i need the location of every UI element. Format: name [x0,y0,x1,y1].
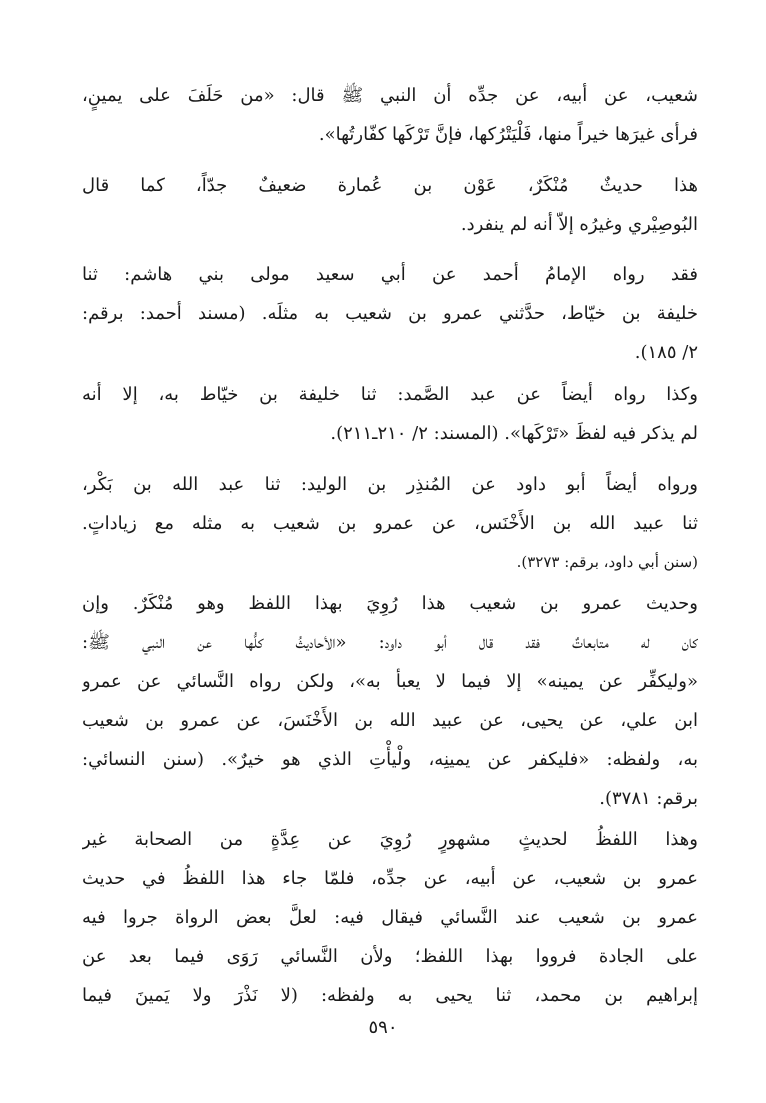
text-line: شعيب، عن أبيه، عن جدِّه أن النبي ﷺ قال: «من حَلَفَ على يمينٍ، [82,85,698,106]
text-line: برقم: ٣٧٨١). [599,788,698,809]
text-line: «وليكفِّر عن يمينه» إلا فيما لا يعبأ به»، ولكن رواه النَّسائي عن عمرو [82,671,698,692]
text-line: لم يذكر فيه لفظَ «تَرْكَها». (المسند: ٢/ ٢١٠ـ٢١١). [330,423,698,444]
text-line: كان له متابعاتٌ فقد قال أبو داود: «الأحاديثُ كلُّها عن النبي ﷺ: [82,632,698,653]
text-line: عمرو بن شعيب عند النَّسائي فيقال فيه: لعلَّ بعض الرواة جروا فيه [82,907,698,928]
text-line: إبراهيم بن محمد، ثنا يحيى به ولفظه: (لا نَذْرَ ولا يَمينَ فيما [82,985,698,1006]
text-line: ابن علي، عن يحيى، عن عبيد الله بن الأَخْنَسَ، عن عمرو بن شعيب [82,710,698,731]
text-line: وهذا اللفظُ لحديثٍ مشهورٍ رُوِيَ عن عِدَّةٍ من الصحابة غير [82,829,698,850]
page-number: ٥٩٠ [368,1017,398,1038]
paragraph-famous-hadith-wording [82,820,698,1015]
text-line: هذا حديثٌ مُنْكَرٌ، عَوْن بن عُمارة ضعيفٌ جدّاً، كما قال [82,175,698,196]
text-line: ثنا عبيد الله بن الأَخْنَس، عن عمرو بن شعيب به مثله مع زياداتٍ. [82,513,698,534]
text-line: فقد رواه الإمامُ أحمد عن أبي سعيد مولى بني هاشم: ثنا [82,264,698,285]
paragraph-amr-ibn-shuayb-hadith [82,584,698,818]
text-line: ٢/ ١٨٥). [634,342,698,363]
paragraph-munkar-verdict [82,166,698,244]
text-line: خليفة بن خيّاط، حدَّثني عمرو بن شعيب به مثلَه. (مسند أحمد: برقم: [82,303,698,324]
paragraph-ahmad-narration [82,255,698,372]
text-line: وحديث عمرو بن شعيب هذا رُوِيَ بهذا اللفظ وهو مُنْكَرٌ. وإن [82,593,698,614]
text-line: ورواه أيضاً أبو داود عن المُنذِر بن الوليد: ثنا عبد الله بن بَكْر، [82,474,698,495]
text-line: فرأى غيرَها خيراً منها، فَلْيَتْرُكها، فإنَّ تَرْكَها كفّارتُها». [318,124,698,145]
text-line: وكذا رواه أيضاً عن عبد الصَّمد: ثنا خليفة بن خيّاط به، إلا أنه [82,384,698,405]
paragraph-abu-dawud-narration [82,465,698,582]
text-line: على الجادة فرووا بهذا اللفظ؛ ولأن النَّسائي رَوَى فيما بعد عن [82,946,698,967]
text-line: (سنن أبي داود، برقم: ٣٢٧٣). [516,553,698,571]
text-line: عمرو بن شعيب، عن أبيه، عن جدِّه، فلمّا جاء هذا اللفظُ في حديث [82,868,698,889]
paragraph-hadith-continuation [82,76,698,154]
paragraph-abd-al-samad-narration [82,375,698,453]
text-line: البُوصِيْري وغيرُه إلاّ أنه لم ينفرد. [460,214,698,235]
text-line: به، ولفظه: «فليكفر عن يمينِه، ولْيأْتِ الذي هو خيرٌ». (سنن النسائي: [82,749,698,770]
